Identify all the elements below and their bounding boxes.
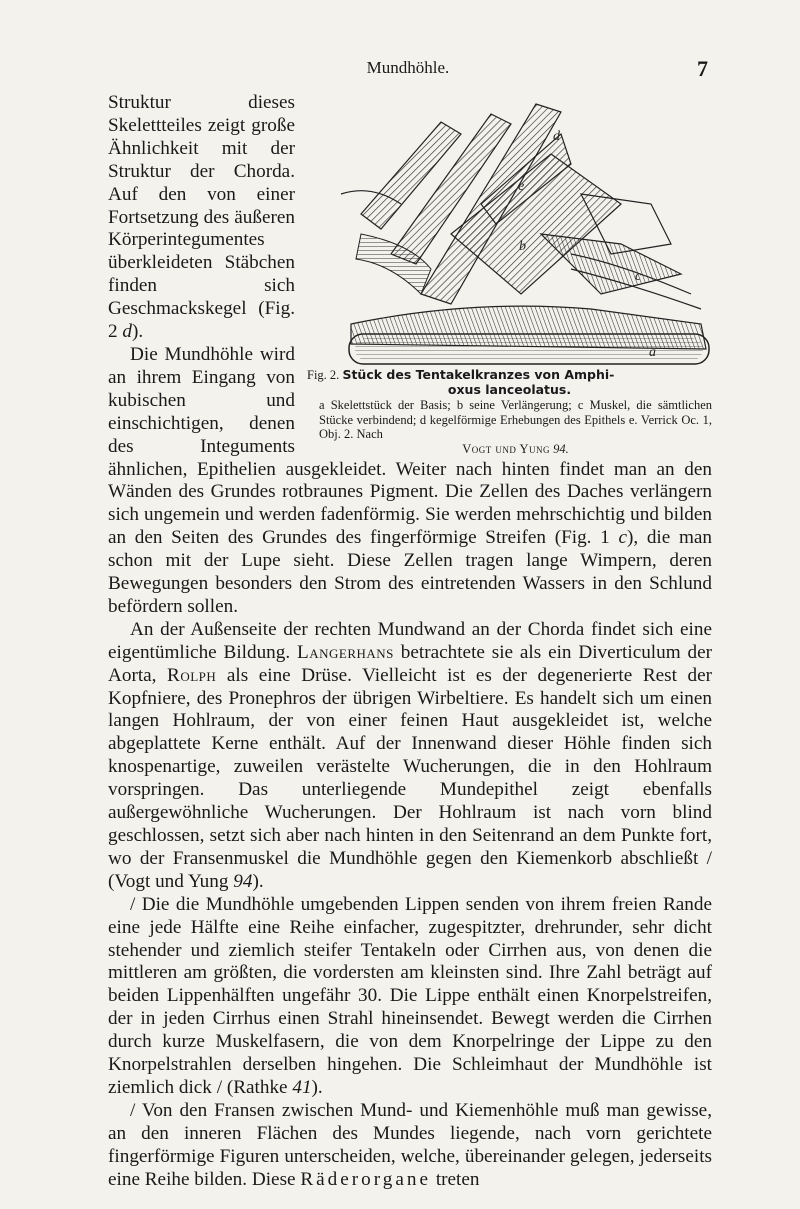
running-title: Mundhöhle.: [366, 58, 450, 77]
p2-text: Die Mundhöhle wird an ihrem Eingang von kubischen und einschichtigen, denen des Integuments ähnlichen, Epithelien ausgekleidet. Weiter nach hinten findet man an den Wänden des Grundes rotbraunes Pigment. Die Zellen des Daches verlängern sich ungemein und werden fadenförmig. Sie werden mehrschichtig und bilden an den Seiten des Grundes des fingerförmige Streifen (Fig. 1: [108, 343, 712, 549]
paragraph-5: [108, 1100, 712, 1192]
page-header: [108, 58, 708, 88]
caption-title-line2: [307, 383, 712, 398]
p3-text-3: als eine Drüse. Vielleicht ist es der degenerierte Rest der Kopfniere, des Pronephros der übrigen Wirbeltiere. Es handelt sich um einen langen Hohlraum, der von einer feinen Haut ausgekleidet ist, welche abgeplattete Kerne enthält. Auf der Innenwand dieser Höhle finden sich knospenartige, zuweilen verästelte Wucherungen, die in den Hohlraum vorspringen. Das unterliegende Mundepithel zeigt ebenfalls außergewöhnliche Wucherungen. Der Hohlraum ist nach vorn blind geschlossen, setzt sich aber nach hinten in den Seitenrand an dem Punkte fort, wo der Fransenmuskel die Mundhöhle gegen den Kiemenkorb abschließt / (Vogt und Yung: [108, 664, 712, 892]
figure-2: [307, 94, 712, 456]
p1-text: Struktur dieses Skelettteiles zeigt große Ähnlichkeit mit der Struktur der Chorda. Auf den von einer Fortsetzung des äußeren Körperintegumentes überkleideten Stäbchen finden sich Geschmackskegel (Fig. 2: [108, 92, 295, 343]
p1-ref: d: [122, 321, 132, 343]
caption-title: [307, 368, 712, 383]
p3-text: An der Außenseite der rechten Mundwand an der Chorda findet sich eine eigentümliche Bildung.: [108, 618, 712, 663]
p2-end: ), die man schon mit der Lupe sieht. Diese Zellen tragen lange Wimpern, deren Bewegungen besonders den Strom des eintretenden Wassers in den Schlund befördern sollen.: [108, 527, 712, 617]
fig-label-b: b: [519, 239, 526, 254]
muscle-band: [351, 306, 706, 349]
p4-ref: 41: [292, 1076, 312, 1098]
p3-end: ).: [252, 870, 264, 892]
caption-ref-authors: Vogt und Yung: [462, 441, 551, 456]
caption-title-2: oxus lanceolatus.: [447, 381, 572, 397]
caption-body: [307, 398, 712, 456]
figure-caption: [307, 368, 712, 457]
page-number: 7: [697, 56, 708, 81]
p5-end: treten: [431, 1168, 480, 1190]
p1-end: ).: [131, 321, 144, 343]
p3-text-2: betrachtete sie als ein Diverticulum der Aorta,: [108, 641, 713, 686]
fig-label-e: e: [518, 179, 525, 194]
p3-name-langerhans: Langerhans: [297, 641, 394, 663]
caption-ref-number: 94.: [553, 441, 569, 456]
tentacle-crown-illustration: [321, 94, 713, 366]
fig-label-d: d: [553, 129, 560, 144]
p5-text: / Von den Fransen zwischen Mund- und Kiemenhöhle muß man gewisse, an den inneren Flächen des Mundes liegende, nach vorn gerichtete fingerförmige Figuren unterscheiden, welche, übereinander gelegen, jederseits eine Reihe bilden. Diese: [108, 1099, 712, 1190]
figure-number: Fig. 2.: [307, 368, 340, 382]
p3-ref: 94: [233, 870, 253, 892]
paragraph-3: [108, 619, 712, 894]
p5-term: Räderorgane: [300, 1168, 432, 1190]
p4-end: ).: [311, 1076, 323, 1098]
fig-label-a: a: [649, 345, 656, 360]
caption-body-text: a Skelettstück der Basis; b seine Verlängerung; c Muskel, die sämtlichen Stücke verbindend; d kegelförmige Erhebungen des Epithels e. Verrick Oc. 1, Obj. 2. Nach: [319, 398, 712, 442]
paragraph-4: [108, 894, 712, 1100]
p4-text: / Die die Mundhöhle umgebenden Lippen senden von ihrem freien Rande eine jede Hälfte eine Reihe einfacher, zugespitzter, drehrunder, sehr dicht stehender und ziemlich steifer Tentakeln oder Cirrhen aus, von denen die mittleren am größten, die vordersten am kleinsten sind. Ihre Zahl beträgt auf beiden Lippenhälften ungefähr 30. Die Lippe enthält einen Knorpelstreifen, der in jeden Cirrhus einen Strahl hineinsendet. Bewegt werden die Cirrhen durch kurze Muskelfasern, die von dem Knorpelringe der Lippe zu den Knorpelstrahlen derselben hingehen. Die Schleimhaut der Mundhöhle ist ziemlich dick / (Rathke: [108, 893, 712, 1098]
body-text: [108, 92, 712, 1192]
caption-title-1: Stück des Tentakelkranzes von Amphi-: [342, 367, 615, 382]
fig-label-c: c: [635, 269, 642, 284]
p2-ref: c: [618, 527, 627, 549]
caption-reference: [319, 442, 712, 457]
p3-name-rolph: Rolph: [167, 664, 217, 686]
